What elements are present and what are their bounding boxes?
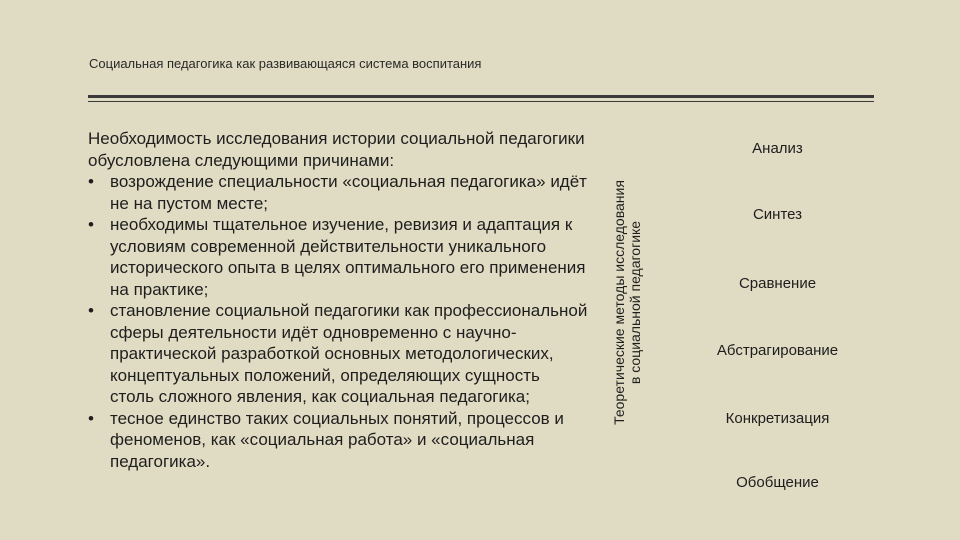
method-analysis: Анализ (752, 140, 803, 157)
list-item (88, 408, 588, 473)
list-item (88, 171, 588, 214)
methods-vertical-heading (611, 130, 643, 475)
bullet-icon: • (88, 215, 94, 234)
method-abstraction: Абстрагирование (716, 342, 839, 359)
list-item-text: становление социальной педагогики как профессиональной сферы деятельности идёт одновременно с научно-практической разработкой основных методологических, концептуальных положений, определяющих сущность столь сложного явления, как социальная педагогика; (110, 301, 588, 406)
bullet-icon: • (88, 301, 94, 320)
method-generalization: Обобщение (736, 474, 819, 491)
list-item (88, 300, 588, 408)
list-item (88, 214, 588, 300)
slide-title: Социальная педагогика как развивающаяся система воспитания (89, 56, 482, 71)
title-divider-thin (88, 101, 874, 102)
method-comparison: Сравнение (738, 275, 817, 292)
method-synthesis: Синтез (752, 206, 803, 223)
list-item-text: возрождение специальности «социальная педагогика» идёт не на пустом месте; (110, 172, 587, 213)
reasons-list (88, 171, 588, 472)
intro-paragraph: Необходимость исследования истории социальной педагогики обусловлена следующими причинами: (88, 129, 585, 170)
bullet-icon: • (88, 408, 94, 428)
list-item-text: необходимы тщательное изучение, ревизия и адаптация к условиям современной действительности уникального исторического опыта в целях оптимального его применения на практике; (110, 215, 586, 299)
title-divider-thick (88, 95, 874, 98)
main-text-block (88, 128, 588, 472)
vertical-heading-line-1: Теоретические методы исследования (611, 180, 627, 425)
vertical-heading-line-2: в социальной педагогике (627, 220, 643, 385)
bullet-icon: • (88, 172, 94, 191)
list-item-text: тесное единство таких социальных понятий, процессов и феноменов, как «социальная работа» и «социальная педагогика». (110, 408, 564, 471)
method-concretization: Конкретизация (725, 410, 830, 427)
